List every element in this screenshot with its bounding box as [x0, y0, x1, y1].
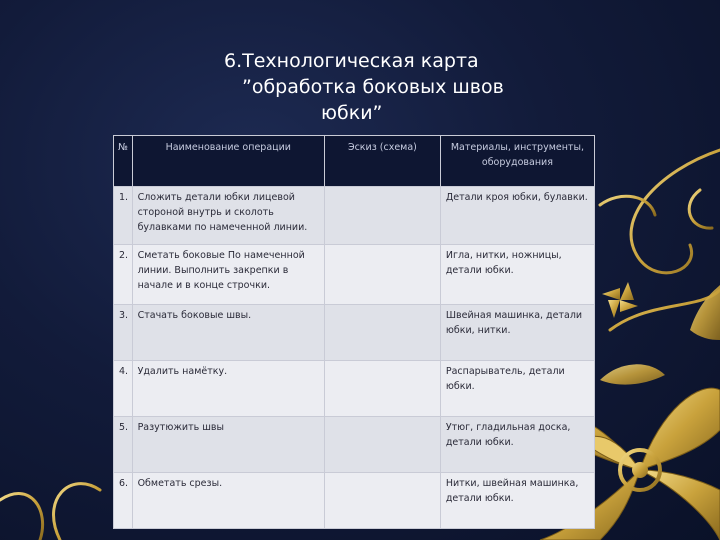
row-number: 2. — [114, 245, 133, 305]
table-row — [114, 361, 595, 417]
header-sketch: Эскиз (схема) — [324, 136, 440, 187]
row-materials: Детали кроя юбки, булавки. — [440, 187, 594, 245]
row-operation: Стачать боковые швы. — [132, 305, 324, 361]
title-line-1: 6.Технологическая карта — [224, 50, 479, 72]
title-line-2: ”обработка боковых швов — [242, 76, 504, 98]
row-number: 1. — [114, 187, 133, 245]
slide-title — [200, 48, 540, 126]
row-operation: Сложить детали юбки лицевой стороной внутрь и сколоть булавками по намеченной линии. — [132, 187, 324, 245]
header-operation: Наименование операции — [132, 136, 324, 187]
row-sketch — [324, 361, 440, 417]
row-operation: Удалить намётку. — [132, 361, 324, 417]
technology-card-table — [113, 135, 595, 529]
title-line-3: юбки” — [321, 102, 383, 124]
row-materials: Швейная машинка, детали юбки, нитки. — [440, 305, 594, 361]
row-sketch — [324, 473, 440, 529]
row-number: 5. — [114, 417, 133, 473]
table-row — [114, 187, 595, 245]
row-materials: Утюг, гладильная доска, детали юбки. — [440, 417, 594, 473]
row-number: 6. — [114, 473, 133, 529]
row-sketch — [324, 187, 440, 245]
row-sketch — [324, 417, 440, 473]
row-materials: Нитки, швейная машинка, детали юбки. — [440, 473, 594, 529]
row-materials: Игла, нитки, ножницы, детали юбки. — [440, 245, 594, 305]
header-number: № — [114, 136, 133, 187]
row-sketch — [324, 305, 440, 361]
row-number: 4. — [114, 361, 133, 417]
row-operation: Обметать срезы. — [132, 473, 324, 529]
table-row — [114, 473, 595, 529]
table-row — [114, 417, 595, 473]
table-row — [114, 245, 595, 305]
header-materials: Материалы, инструменты, оборудования — [440, 136, 594, 187]
row-sketch — [324, 245, 440, 305]
row-materials: Распарыватель, детали юбки. — [440, 361, 594, 417]
table-header-row — [114, 136, 595, 187]
row-number: 3. — [114, 305, 133, 361]
row-operation: Сметать боковые По намеченной линии. Выполнить закрепки в начале и в конце строчки. — [132, 245, 324, 305]
table-row — [114, 305, 595, 361]
row-operation: Разутюжить швы — [132, 417, 324, 473]
